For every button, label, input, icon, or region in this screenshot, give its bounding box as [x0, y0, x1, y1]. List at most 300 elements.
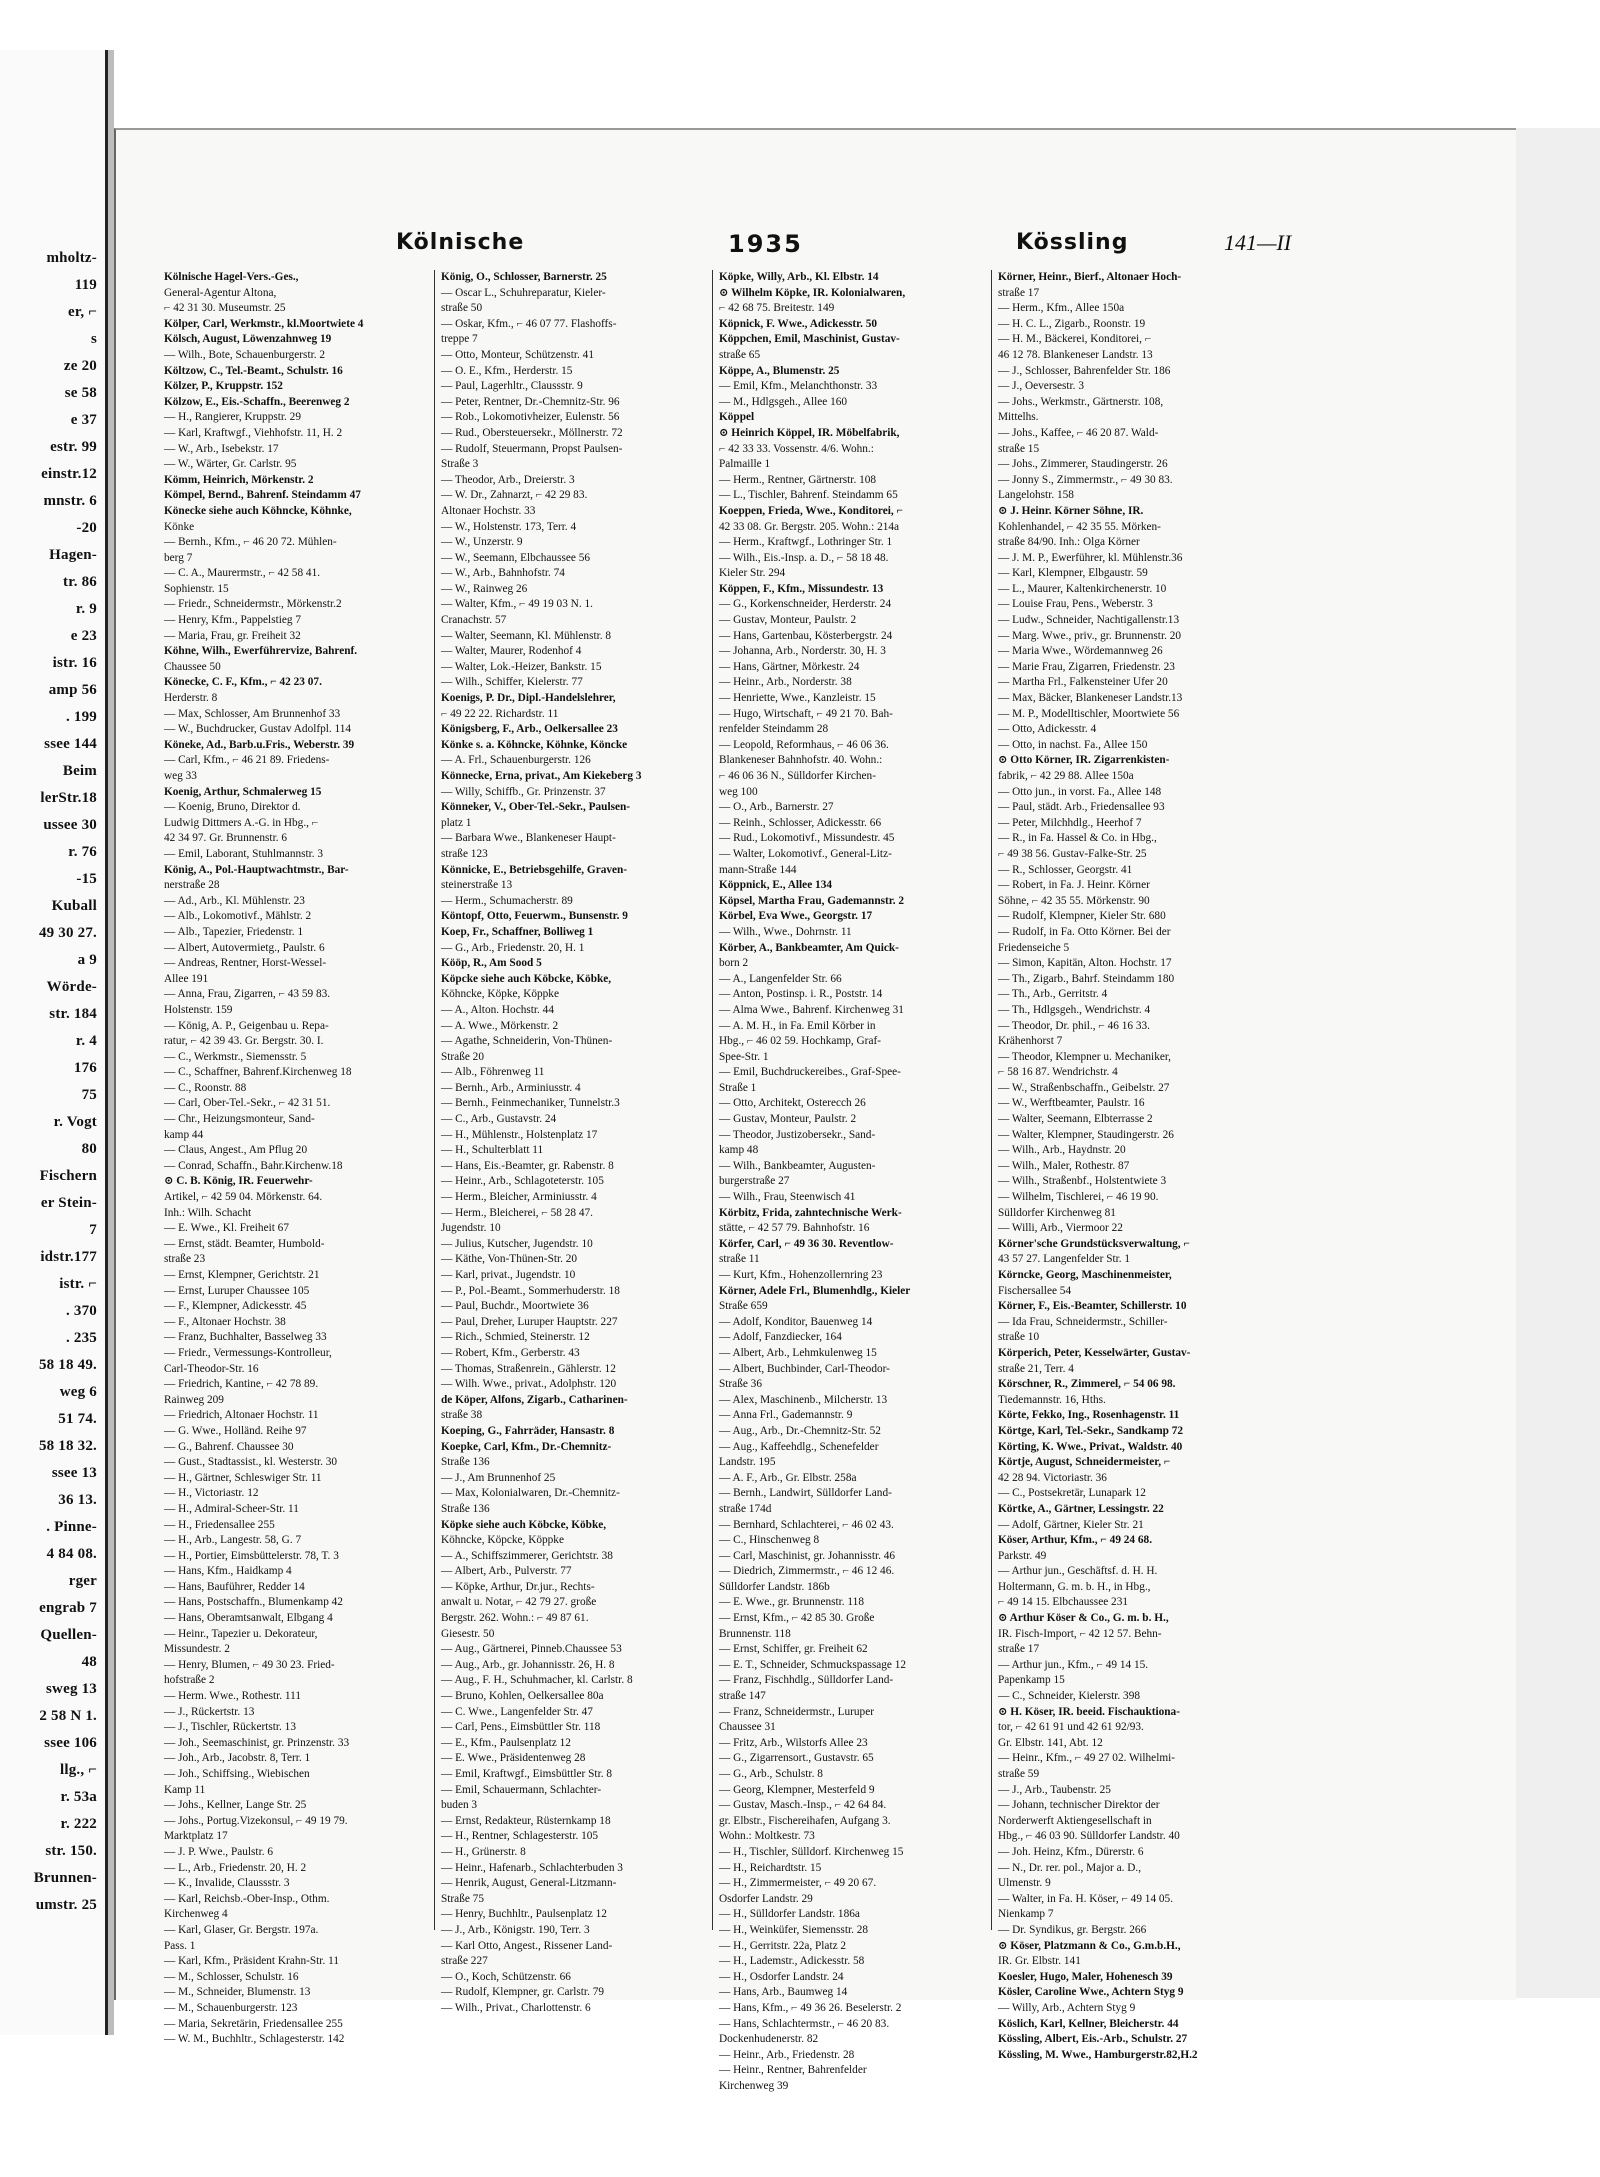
- directory-entry-line: — Diedrich, Zimmermstr., ⌐ 46 12 46.: [719, 1565, 895, 1578]
- left-page-fragment: r. 76: [68, 844, 97, 860]
- directory-entry-line: — H., Zimmermeister, ⌐ 49 20 67.: [719, 1877, 877, 1890]
- left-page-fragment: Brunnen-: [33, 1870, 97, 1886]
- left-page-fragment: tr. 86: [63, 574, 97, 590]
- directory-entry-line: — H., Rentner, Schlagesterstr. 105: [441, 1830, 599, 1843]
- directory-entry-line: Köntopf, Otto, Feuerwm., Bunsenstr. 9: [441, 910, 628, 923]
- directory-entry-line: — Leopold, Reformhaus, ⌐ 46 06 36.: [719, 738, 889, 751]
- directory-entry-line: — M. P., Modelltischler, Moortwiete 56: [998, 707, 1180, 720]
- directory-entry-line: — Ernst, Luruper Chaussee 105: [164, 1284, 310, 1297]
- directory-entry-line: — Anton, Postinsp. i. R., Poststr. 14: [719, 988, 883, 1001]
- directory-entry-line: — R., in Fa. Hassel & Co. in Hbg.,: [998, 832, 1157, 845]
- directory-entry-line: Ludwig Dittmers A.-G. in Hbg., ⌐: [164, 816, 319, 829]
- directory-entry-line: — Alma Wwe., Bahrenf. Kirchenweg 31: [719, 1003, 904, 1016]
- directory-entry-line: Köppchen, Emil, Maschinist, Gustav-: [719, 333, 900, 346]
- directory-entry-line: Inh.: Wilh. Schacht: [164, 1206, 252, 1219]
- directory-entry-line: — O. E., Kfm., Herderstr. 15: [441, 364, 573, 377]
- left-page-fragment: estr. 99: [50, 439, 97, 455]
- directory-entry-line: — O., Koch, Schützenstr. 66: [441, 1970, 571, 1983]
- directory-entry-line: — Rob., Lokomotivheizer, Eulenstr. 56: [441, 411, 620, 424]
- directory-entry-line: Tiedemannstr. 16, Hths.: [998, 1393, 1106, 1406]
- directory-entry-line: — L., Maurer, Kaltenkirchenerstr. 10: [998, 582, 1167, 595]
- directory-entry-line: — W. Dr., Zahnarzt, ⌐ 42 29 83.: [441, 489, 588, 502]
- directory-entry-line: — Hans, Kfm., Haidkamp 4: [164, 1565, 292, 1578]
- directory-entry-line: — J. P. Wwe., Paulstr. 6: [164, 1845, 274, 1858]
- directory-entry-line: — Wilh., Maler, Rothestr. 87: [998, 1159, 1130, 1172]
- directory-entry-line: — G. Wwe., Holländ. Reihe 97: [164, 1424, 307, 1437]
- directory-entry-line: — R., Schlosser, Georgstr. 41: [998, 863, 1133, 876]
- directory-entry-line: — Adolf, Konditor, Bauenweg 14: [719, 1315, 873, 1328]
- directory-entry-line: Könnicke, E., Betriebsgehilfe, Graven-: [441, 863, 628, 876]
- directory-entry-line: Straße 36: [719, 1378, 762, 1391]
- directory-entry-line: Költzow, C., Tel.-Beamt., Schulstr. 16: [164, 364, 343, 377]
- directory-entry-line: Körber, A., Bankbeamter, Am Quick-: [719, 941, 899, 954]
- directory-entry-line: — Joh., Seemaschinist, gr. Prinzenstr. 33: [164, 1736, 350, 1749]
- directory-entry-line: straße 38: [441, 1409, 483, 1422]
- directory-entry-line: — Wilh. Wwe., privat., Adolphstr. 120: [441, 1378, 617, 1391]
- directory-entry-line: — Paul, städt. Arb., Friedensallee 93: [998, 801, 1165, 814]
- directory-entry-line: — Friedr., Schneidermstr., Mörkenstr.2: [164, 598, 342, 611]
- left-page-fragment: str. 150.: [45, 1843, 97, 1859]
- directory-entry-line: — Peter, Rentner, Dr.-Chemnitz-Str. 96: [441, 395, 620, 408]
- directory-entry-line: — Karl, Reichsb.-Ober-Insp., Othm.: [164, 1892, 330, 1905]
- left-page-fragment: . 370: [66, 1303, 97, 1319]
- directory-entry-line: Straße 3: [441, 458, 479, 471]
- directory-entry-line: — Wilhelm, Tischlerei, ⌐ 46 19 90.: [998, 1191, 1159, 1204]
- directory-entry-line: 43 57 27. Langenfelder Str. 1: [998, 1253, 1131, 1266]
- directory-entry-line: — W., Wärter, Gr. Carlstr. 95: [164, 458, 297, 471]
- left-page-fragment: ssee 106: [44, 1735, 97, 1751]
- directory-entry-line: — M., Schneider, Blumenstr. 13: [164, 1986, 311, 1999]
- directory-entry-line: — Otto, in nachst. Fa., Allee 150: [998, 738, 1148, 751]
- directory-entry-line: — Carl, Pens., Eimsbüttler Str. 118: [441, 1721, 601, 1734]
- directory-entry-line: — G., Arb., Schulstr. 8: [719, 1768, 823, 1780]
- directory-entry-line: — Friedrich, Kantine, ⌐ 42 78 89.: [164, 1378, 319, 1391]
- directory-entry-line: — Maria, Frau, gr. Freiheit 32: [164, 629, 301, 642]
- directory-entry-line: Landstr. 195: [719, 1456, 776, 1469]
- directory-entry-line: — Franz, Buchhalter, Basselweg 33: [164, 1331, 327, 1344]
- directory-entry-line: Ulmenstr. 9: [998, 1877, 1051, 1890]
- directory-entry-line: Hbg., ⌐ 46 02 59. Hochkamp, Graf-: [719, 1035, 881, 1048]
- directory-entry-line: — Bernh., Kfm., ⌐ 46 20 72. Mühlen-: [164, 536, 337, 549]
- directory-entry-line: ⊙ Arthur Köser & Co., G. m. b. H.,: [998, 1612, 1169, 1625]
- left-page-fragment: ssee 144: [44, 736, 97, 752]
- directory-entry-line: 42 28 94. Victoriastr. 36: [998, 1471, 1107, 1484]
- directory-entry-line: Körtke, A., Gärtner, Lessingstr. 22: [998, 1502, 1164, 1515]
- left-page-fragment: 4 84 08.: [46, 1546, 97, 1562]
- directory-entry-line: Körfer, Carl, ⌐ 49 36 30. Reventlow-: [719, 1237, 894, 1250]
- directory-entry-line: straße 10: [998, 1331, 1040, 1344]
- directory-entry-line: 46 12 78. Blankeneser Landstr. 13: [998, 348, 1153, 361]
- directory-entry-line: Jugendstr. 10: [441, 1222, 501, 1235]
- directory-entry-line: — Herm., Schumacherstr. 89: [441, 894, 573, 907]
- column-4: [998, 270, 1273, 2061]
- directory-entry-line: — W., Arb., Isebekstr. 17: [164, 442, 279, 455]
- directory-entry-line: — Rud., Lokomotivf., Missundestr. 45: [719, 832, 895, 845]
- directory-entry-line: — Otto, Monteur, Schützenstr. 41: [441, 348, 594, 361]
- directory-entry-line: — J., Arb., Königstr. 190, Terr. 3: [441, 1923, 590, 1936]
- directory-entry-line: Könecke, C. F., Kfm., ⌐ 42 23 07.: [164, 676, 322, 689]
- directory-entry-line: Könke: [164, 520, 195, 533]
- directory-entry-line: Kieler Str. 294: [719, 567, 786, 580]
- directory-entry-line: stätte, ⌐ 42 57 79. Bahnhofstr. 16: [719, 1222, 870, 1235]
- directory-entry-line: — Theodor, Dr. phil., ⌐ 46 16 33.: [998, 1019, 1150, 1032]
- directory-entry-line: — Bernh., Arb., Arminiusstr. 4: [441, 1081, 581, 1094]
- left-page-strip: [0, 50, 108, 2035]
- directory-entry-line: — Th., Hdlgsgeh., Wendrichstr. 4: [998, 1003, 1151, 1016]
- directory-entry-line: Chaussee 50: [164, 660, 221, 673]
- directory-entry-line: — Robert, in Fa. J. Heinr. Körner: [998, 879, 1150, 892]
- directory-entry-line: — C. Wwe., Langenfelder Str. 47: [441, 1705, 593, 1718]
- directory-entry-line: Artikel, ⌐ 42 59 04. Mörkenstr. 64.: [164, 1191, 323, 1204]
- directory-entry-line: — C., Hinschenweg 8: [719, 1534, 820, 1547]
- left-page-fragment: 51 74.: [58, 1411, 97, 1427]
- directory-entry-line: — Barbara Wwe., Blankeneser Haupt-: [441, 832, 616, 845]
- directory-entry-line: — H., Friedensallee 255: [164, 1518, 275, 1531]
- directory-entry-line: Osdorfer Landstr. 29: [719, 1892, 813, 1905]
- directory-entry-line: — Gustav, Monteur, Paulstr. 2: [719, 614, 857, 627]
- directory-entry-line: Brunnenstr. 118: [719, 1627, 791, 1640]
- directory-entry-line: — Karl Otto, Angest., Rissener Land-: [441, 1939, 613, 1952]
- left-page-fragment: . 199: [66, 709, 97, 725]
- directory-entry-line: — Wilh., Arb., Haydnstr. 20: [998, 1144, 1126, 1157]
- directory-entry-line: Langelohstr. 158: [998, 489, 1074, 502]
- directory-entry-line: — Peter, Milchhdlg., Heerhof 7: [998, 816, 1142, 829]
- left-page-fragment: einstr.12: [41, 466, 97, 482]
- directory-entry-line: General-Agentur Altona,: [164, 286, 277, 299]
- directory-entry-line: — Alb., Lokomotivf., Mählstr. 2: [164, 910, 312, 923]
- directory-entry-line: — Herm., Kraftwgf., Lothringer Str. 1: [719, 536, 893, 549]
- left-page-fragment: r. 53a: [60, 1789, 97, 1805]
- directory-entry-line: — Georg, Klempner, Mesterfeld 9: [719, 1783, 875, 1796]
- directory-entry-line: — P., Pol.-Beamt., Sommerhuderstr. 18: [441, 1284, 620, 1297]
- directory-entry-line: Straße 659: [719, 1300, 768, 1313]
- directory-entry-line: — Wilh., Privat., Charlottenstr. 6: [441, 2001, 591, 2014]
- directory-entry-line: — Marg. Wwe., priv., gr. Brunnenstr. 20: [998, 629, 1182, 642]
- directory-entry-line: Dockenhudenerstr. 82: [719, 2033, 819, 2046]
- directory-entry-line: — H., Sülldorfer Landstr. 186a: [719, 1908, 860, 1921]
- directory-entry-line: — Kurt, Kfm., Hohenzollernring 23: [719, 1269, 883, 1281]
- directory-entry-line: — Willi, Arb., Viermoor 22: [998, 1222, 1123, 1235]
- directory-entry-line: — Ernst, städt. Beamter, Humbold-: [164, 1237, 325, 1250]
- directory-entry-line: Kööp, R., Am Sood 5: [441, 957, 542, 970]
- directory-entry-line: — Hans, Bauführer, Redder 14: [164, 1580, 305, 1593]
- left-page-fragment: s: [90, 331, 97, 347]
- directory-entry-line: — Johanna, Arb., Norderstr. 30, H. 3: [719, 645, 886, 658]
- directory-entry-line: Straße 20: [441, 1050, 484, 1063]
- directory-entry-line: — G., Korkenschneider, Herderstr. 24: [719, 598, 892, 611]
- left-page-fragment: r. Vogt: [53, 1114, 97, 1130]
- left-page-fragment: Kuball: [51, 898, 97, 914]
- directory-entry-line: — Aug., Arb., gr. Johannisstr. 26, H. 8: [441, 1658, 615, 1671]
- directory-entry-line: fabrik, ⌐ 42 29 88. Allee 150a: [998, 770, 1134, 782]
- directory-entry-line: — Gustav, Monteur, Paulstr. 2: [719, 1113, 857, 1126]
- left-page-fragment: rger: [68, 1573, 97, 1589]
- left-page-fragment: -20: [76, 520, 97, 536]
- directory-entry-line: — C., Postsekretär, Lunapark 12: [998, 1487, 1146, 1500]
- directory-entry-line: — Johs., Zimmerer, Staudingerstr. 26: [998, 458, 1168, 471]
- directory-entry-line: — H., Reichardtstr. 15: [719, 1861, 822, 1874]
- directory-entry-line: — Heinr., Arb., Friedenstr. 28: [719, 2048, 855, 2061]
- directory-entry-line: — Karl, Glaser, Gr. Bergstr. 197a.: [164, 1923, 319, 1936]
- directory-entry-line: Kölzow, E., Eis.-Schaffn., Beerenweg 2: [164, 395, 350, 408]
- directory-entry-line: — Köpke, Arthur, Dr.jur., Rechts-: [441, 1580, 595, 1593]
- directory-entry-line: straße 147: [719, 1690, 766, 1703]
- directory-entry-line: born 2: [719, 957, 749, 970]
- directory-entry-line: Könecke siehe auch Köhncke, Köhnke,: [164, 504, 352, 517]
- directory-entry-line: — Carl, Kfm., ⌐ 46 21 89. Friedens-: [164, 754, 330, 767]
- directory-entry-line: — H., Grünerstr. 8: [441, 1845, 526, 1858]
- directory-entry-line: — Willy, Schiffb., Gr. Prinzenstr. 37: [441, 785, 606, 798]
- directory-entry-line: straße 17: [998, 1643, 1040, 1656]
- directory-entry-line: — Hans, Postschaffn., Blumenkamp 42: [164, 1596, 343, 1609]
- directory-entry-line: Wohn.: Moltkestr. 73: [719, 1830, 815, 1843]
- directory-entry-line: — E. T., Schneider, Schmuckspassage 12: [719, 1658, 907, 1671]
- directory-entry-line: straße 50: [441, 302, 483, 315]
- directory-entry-line: straße 15: [998, 442, 1040, 455]
- directory-entry-line: — Ernst, Klempner, Gerichtstr. 21: [164, 1269, 320, 1281]
- directory-entry-line: — H., Admiral-Scheer-Str. 11: [164, 1502, 299, 1515]
- directory-entry-line: — Heinr., Arb., Schlagoteterstr. 105: [441, 1175, 604, 1188]
- directory-entry-line: Nienkamp 7: [998, 1908, 1054, 1921]
- left-page-fragment: mnstr. 6: [43, 493, 97, 509]
- directory-entry-line: ⌐ 49 14 15. Elbchaussee 231: [998, 1596, 1128, 1609]
- directory-entry-line: — Herm., Bleicherei, ⌐ 58 28 47.: [441, 1206, 593, 1219]
- left-page-fragment: 176: [73, 1060, 97, 1076]
- directory-entry-line: — W., Rainweg 26: [441, 582, 528, 595]
- directory-entry-line: Körbitz, Frida, zahntechnische Werk-: [719, 1206, 902, 1219]
- directory-entry-line: Söhne, ⌐ 42 35 55. Mörkenstr. 90: [998, 894, 1150, 907]
- directory-entry-line: — Karl, privat., Jugendstr. 10: [441, 1269, 576, 1281]
- directory-entry-line: — E. Wwe., Präsidentenweg 28: [441, 1752, 586, 1765]
- directory-entry-line: — Chr., Heizungsmonteur, Sand-: [164, 1113, 315, 1126]
- directory-entry-line: ⌐ 42 68 75. Breitestr. 149: [719, 302, 835, 315]
- directory-entry-line: — Herm., Kfm., Allee 150a: [998, 302, 1125, 315]
- directory-entry-line: ⊙ H. Köser, IR. beeid. Fischauktiona-: [998, 1705, 1180, 1718]
- directory-entry-line: Rainweg 209: [164, 1393, 224, 1406]
- left-page-fragment: Quellen-: [40, 1627, 97, 1643]
- directory-entry-line: Chaussee 31: [719, 1721, 776, 1734]
- directory-entry-line: weg 33: [164, 770, 197, 782]
- directory-entry-line: König, A., Pol.-Hauptwachtmstr., Bar-: [164, 863, 349, 876]
- directory-entry-line: — Theodor, Klempner u. Mechaniker,: [998, 1050, 1171, 1063]
- directory-entry-line: — Hans, Oberamtsanwalt, Elbgang 4: [164, 1612, 333, 1625]
- directory-entry-line: Herderstr. 8: [164, 692, 218, 705]
- directory-entry-line: — Henry, Buchhltr., Paulsenplatz 12: [441, 1908, 607, 1921]
- directory-entry-line: — Wilh., Bote, Schauenburgerstr. 2: [164, 348, 326, 361]
- header-left-word: Kölnische: [396, 230, 525, 255]
- left-page-fragment: lerStr.18: [40, 790, 97, 806]
- directory-entry-line: — H., Weinküfer, Siemensstr. 28: [719, 1923, 869, 1936]
- directory-entry-line: — H., Arb., Langestr. 58, G. 7: [164, 1534, 302, 1547]
- directory-entry-line: ⊙ Wilhelm Köpke, IR. Kolonialwaren,: [719, 286, 906, 299]
- directory-entry-line: Holstenstr. 159: [164, 1003, 233, 1016]
- directory-entry-line: — H. C. L., Zigarb., Roonstr. 19: [998, 317, 1146, 330]
- directory-entry-line: — Theodor, Arb., Dreierstr. 3: [441, 473, 575, 486]
- directory-entry-line: — Aug., Arb., Dr.-Chemnitz-Str. 52: [719, 1424, 881, 1437]
- header-right-word: Kössling: [1016, 230, 1129, 255]
- left-page-fragment: Beim: [62, 763, 97, 779]
- directory-entry-line: buden 3: [441, 1799, 478, 1812]
- directory-entry-line: — A. M. H., in Fa. Emil Körber in: [719, 1019, 876, 1032]
- directory-entry-line: de Köper, Alfons, Zigarb., Catharinen-: [441, 1393, 628, 1406]
- directory-entry-line: — Willy, Arb., Achtern Styg 9: [998, 2001, 1136, 2014]
- directory-entry-line: Marktplatz 17: [164, 1830, 228, 1843]
- directory-entry-line: Cranachstr. 57: [441, 614, 507, 627]
- left-page-fragment: sweg 13: [46, 1681, 97, 1697]
- left-page-fragment: . 235: [66, 1330, 97, 1346]
- directory-entry-line: — Walter, Seemann, Kl. Mühlenstr. 8: [441, 629, 612, 642]
- left-page-fragment: a 9: [77, 952, 97, 968]
- directory-entry-line: — Adolf, Gärtner, Kieler Str. 21: [998, 1518, 1144, 1531]
- directory-entry-line: — Maria, Sekretärin, Friedensallee 255: [164, 2017, 343, 2030]
- directory-entry-line: — Max, Bäcker, Blankeneser Landstr.13: [998, 692, 1183, 705]
- directory-entry-line: Carl-Theodor-Str. 16: [164, 1362, 259, 1375]
- directory-entry-line: — Herm., Rentner, Gärtnerstr. 108: [719, 473, 877, 486]
- directory-entry-line: — J. M. P., Ewerführer, kl. Mühlenstr.36: [998, 551, 1183, 564]
- directory-entry-line: 42 34 97. Gr. Brunnenstr. 6: [164, 832, 288, 845]
- directory-entry-line: — Emil, Buchdruckereibes., Graf-Spee-: [719, 1066, 901, 1079]
- directory-entry-line: — W., Arb., Bahnhofstr. 74: [441, 567, 565, 580]
- directory-entry-line: — Wilh., Schiffer, Kielerstr. 77: [441, 676, 583, 689]
- directory-entry-line: — Wilh., Frau, Steenwisch 41: [719, 1191, 856, 1204]
- directory-entry-line: — H. M., Bäckerei, Konditorei, ⌐: [998, 333, 1152, 346]
- directory-entry-line: — Joh. Heinz, Kfm., Dürerstr. 6: [998, 1845, 1144, 1858]
- directory-entry-line: — J., Oeversestr. 3: [998, 380, 1084, 393]
- directory-entry-line: ⌐ 49 38 56. Gustav-Falke-Str. 25: [998, 847, 1147, 860]
- directory-entry-line: — Rud., Obersteuersekr., Möllnerstr. 72: [441, 426, 623, 439]
- directory-entry-line: Köhncke, Köpke, Köppke: [441, 988, 559, 1001]
- directory-entry-line: — N., Dr. rer. pol., Major a. D.,: [998, 1861, 1142, 1874]
- directory-entry-line: — Claus, Angest., Am Pflug 20: [164, 1144, 308, 1157]
- directory-entry-line: — W., Werftbeamter, Paulstr. 16: [998, 1097, 1145, 1110]
- directory-entry-line: Parkstr. 49: [998, 1549, 1047, 1562]
- directory-entry-line: Palmaille 1: [719, 458, 771, 471]
- directory-entry-line: — Albert, Arb., Pulverstr. 77: [441, 1565, 572, 1578]
- directory-entry-line: — Oskar, Kfm., ⌐ 46 07 77. Flashoffs-: [441, 317, 617, 330]
- directory-entry-line: — H., Portier, Eimsbüttelerstr. 78, T. 3: [164, 1549, 339, 1562]
- directory-entry-line: — Theodor, Justizobersekr., Sand-: [719, 1128, 876, 1141]
- directory-entry-line: — C., Schaffner, Bahrenf.Kirchenweg 18: [164, 1066, 352, 1079]
- directory-entry-line: ⌐ 49 22 22. Richardstr. 11: [441, 707, 559, 720]
- directory-entry-line: — Adolf, Fanzdiecker, 164: [719, 1331, 842, 1344]
- directory-entry-line: Papenkamp 15: [998, 1674, 1065, 1687]
- directory-entry-line: Kölsch, August, Löwenzahnweg 19: [164, 333, 332, 346]
- directory-entry-line: Könke s. a. Köhncke, Köhnke, Köncke: [441, 738, 628, 751]
- page-number: 141—II: [1224, 230, 1292, 255]
- directory-entry-line: — Ludw., Schneider, Nachtigallenstr.13: [998, 614, 1180, 627]
- directory-entry-line: — Johs., Portug.Vizekonsul, ⌐ 49 19 79.: [164, 1814, 348, 1827]
- directory-entry-line: — O., Arb., Barnerstr. 27: [719, 801, 834, 814]
- directory-entry-line: Köppel: [719, 411, 755, 424]
- directory-entry-line: — Alb., Tapezier, Friedenstr. 1: [164, 925, 304, 938]
- left-page-fragment: r. 222: [60, 1816, 97, 1832]
- directory-entry-line: Körtje, August, Schneidermeister, ⌐: [998, 1456, 1171, 1469]
- directory-entry-line: Sülldorfer Landstr. 186b: [719, 1580, 830, 1593]
- directory-entry-line: — Bruno, Kohlen, Oelkersallee 80a: [441, 1690, 604, 1703]
- directory-entry-line: — Arthur jun., Kfm., ⌐ 49 14 15.: [998, 1658, 1149, 1671]
- left-page-fragment: idstr.177: [40, 1249, 97, 1265]
- directory-entry-line: — J., Tischler, Rückertstr. 13: [164, 1721, 296, 1734]
- directory-entry-line: — Aug., Gärtnerei, Pinneb.Chaussee 53: [441, 1643, 622, 1656]
- directory-entry-line: — Marie Frau, Zigarren, Friedenstr. 23: [998, 660, 1175, 673]
- directory-entry-line: Kössling, M. Wwe., Hamburgerstr.82,H.2: [998, 2048, 1198, 2061]
- directory-entry-line: Mittelhs.: [998, 411, 1039, 424]
- directory-entry-line: — Hans, Kfm., ⌐ 49 36 26. Beselerstr. 2: [719, 2001, 902, 2014]
- left-page-fragment: 80: [81, 1141, 97, 1157]
- directory-entry-line: — Otto, Architekt, Osterecch 26: [719, 1097, 866, 1110]
- left-page-fragment: amp 56: [48, 682, 97, 698]
- left-page-fragment: 58 18 49.: [38, 1357, 97, 1373]
- directory-entry-line: Könnecke, Erna, privat., Am Kiekeberg 3: [441, 770, 642, 782]
- directory-entry-line: 42 33 08. Gr. Bergstr. 205. Wohn.: 214a: [719, 520, 900, 533]
- left-page-fragment: ssee 13: [51, 1465, 97, 1481]
- directory-entry-line: Köppen, F., Kfm., Missundestr. 13: [719, 582, 884, 595]
- directory-entry-line: straße 227: [441, 1955, 488, 1968]
- directory-entry-line: — H., Gerritstr. 22a, Platz 2: [719, 1939, 847, 1952]
- directory-entry-line: — Rudolf, Steuermann, Propst Paulsen-: [441, 442, 623, 455]
- directory-entry-line: — Heinr., Hafenarb., Schlachterbuden 3: [441, 1861, 623, 1874]
- directory-entry-line: Köhncke, Köpcke, Köppke: [441, 1534, 564, 1547]
- directory-entry-line: Friedenseiche 5: [998, 941, 1070, 954]
- directory-entry-line: — Alex, Maschinenb., Milcherstr. 13: [719, 1393, 888, 1406]
- directory-entry-line: — J., Schlosser, Bahrenfelder Str. 186: [998, 364, 1171, 377]
- directory-entry-line: kamp 48: [719, 1144, 759, 1157]
- left-page-fragment: 48: [81, 1654, 97, 1670]
- directory-entry-line: — J., Rückertstr. 13: [164, 1705, 255, 1718]
- directory-entry-line: Kösler, Caroline Wwe., Achtern Styg 9: [998, 1986, 1184, 1999]
- directory-entry-line: — Otto, Adickesstr. 4: [998, 723, 1097, 736]
- directory-entry-line: — Emil, Laborant, Stuhlmannstr. 3: [164, 847, 324, 860]
- directory-entry-line: ⌐ 46 06 36 N., Sülldorfer Kirchen-: [719, 770, 876, 782]
- directory-entry-line: — Max, Schlosser, Am Brunnenhof 33: [164, 707, 341, 720]
- directory-entry-line: — W. M., Buchhltr., Schlagesterstr. 142: [164, 2033, 345, 2046]
- directory-entry-line: Kamp 11: [164, 1783, 206, 1796]
- directory-entry-line: — Herm. Wwe., Rothestr. 111: [164, 1690, 302, 1703]
- directory-entry-line: — H., Schulterblatt 11: [441, 1144, 544, 1157]
- directory-entry-line: Sülldorfer Kirchenweg 81: [998, 1206, 1116, 1219]
- directory-entry-line: — F., Klempner, Adickesstr. 45: [164, 1300, 307, 1313]
- directory-entry-line: — Käthe, Von-Thünen-Str. 20: [441, 1253, 578, 1266]
- directory-entry-line: — Carl, Maschinist, gr. Johannisstr. 46: [719, 1549, 896, 1562]
- left-page-fragment: 7: [89, 1222, 97, 1238]
- directory-entry-line: — Rudolf, in Fa. Otto Körner. Bei der: [998, 925, 1171, 938]
- directory-entry-line: straße 59: [998, 1768, 1040, 1780]
- directory-entry-line: weg 100: [719, 785, 758, 798]
- directory-entry-line: — Reinh., Schlosser, Adickesstr. 66: [719, 816, 882, 829]
- directory-entry-line: — E. Wwe., Kl. Freiheit 67: [164, 1222, 289, 1235]
- directory-entry-line: — Aug., F. H., Schuhmacher, kl. Carlstr. 8: [441, 1674, 633, 1687]
- directory-entry-line: straße 17: [998, 286, 1040, 299]
- directory-page: [114, 128, 1516, 2092]
- left-page-fragment: er Stein-: [40, 1195, 97, 1211]
- directory-entry-line: — Heinr., Rentner, Bahrenfelder: [719, 2064, 867, 2077]
- directory-entry-line: — Henriette, Wwe., Kanzleistr. 15: [719, 692, 876, 705]
- directory-entry-line: — Bernhard, Schlachterei, ⌐ 46 02 43.: [719, 1518, 894, 1531]
- directory-entry-line: — Rich., Schmied, Steinerstr. 12: [441, 1331, 590, 1344]
- directory-entry-line: — Johs., Werkmstr., Gärtnerstr. 108,: [998, 395, 1164, 408]
- directory-entry-line: ⊙ C. B. König, IR. Feuerwehr-: [164, 1175, 313, 1188]
- directory-entry-line: ratur, ⌐ 42 39 43. Gr. Bergstr. 30. I.: [164, 1035, 324, 1048]
- left-page-fragment: llg., ⌐: [59, 1762, 97, 1778]
- left-page-fragment: e 23: [70, 628, 97, 644]
- directory-entry-line: Altonaer Hochstr. 33: [441, 504, 536, 517]
- directory-entry-line: — Ernst, Redakteur, Rüsternkamp 18: [441, 1814, 611, 1827]
- left-page-fragment: 36 13.: [58, 1492, 97, 1508]
- directory-entry-line: — H., Victoriastr. 12: [164, 1487, 259, 1500]
- directory-entry-line: — W., Holstenstr. 173, Terr. 4: [441, 520, 577, 533]
- directory-entry-line: — L., Tischler, Bahrenf. Steindamm 65: [719, 489, 898, 502]
- directory-entry-line: — G., Arb., Friedenstr. 20, H. 1: [441, 941, 585, 954]
